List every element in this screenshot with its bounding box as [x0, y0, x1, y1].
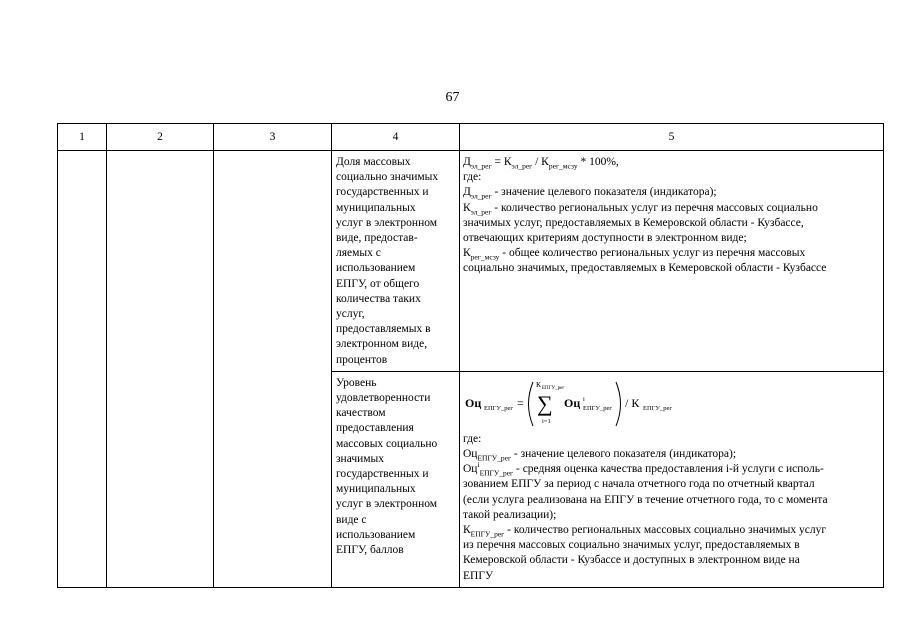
indicator-name-cell: [332, 371, 460, 587]
indicator-name: Уровень удовлетворенности качеством предоставления массовых социально значимых государственных и муниципальных услуг в электронном виде с использованием ЕПГУ, баллов: [336, 376, 438, 557]
definition: $Оц_{ЕПГУ\_рег}$ - значение целевого показателя (индикатора);: [463, 448, 737, 463]
definition: $Д_{эл\_рег}$ - значение целевого показателя (индикатора);: [463, 186, 717, 201]
page-number: 67: [445, 90, 460, 105]
header-col-3: 3: [214, 124, 332, 151]
method-cell: [460, 371, 884, 587]
indicator-name: Доля массовых социально значимых государственных и муниципальных услуг в электронном виде, предостав- ляемых с использованием ЕПГУ, от общего количества таких услуг, предоставляемых в электронном виде, процентов: [336, 156, 439, 366]
header-col-5: 5: [460, 124, 884, 151]
method-text: [460, 372, 883, 587]
sum-term-sup: i: [583, 395, 585, 403]
sum-bottom: i=1: [542, 417, 551, 425]
where-label: где:: [463, 171, 482, 184]
sum-formula-graphic: [463, 376, 723, 432]
formula-div: / К: [625, 395, 640, 410]
sum-term-sub: ЕПГУ_рег: [583, 404, 613, 412]
formula-eq: =: [517, 395, 524, 410]
indicators-table: [57, 123, 884, 588]
definition: $К_{ЕПГУ\_рег}$ - количество региональных массовых социально значимых услуг из перечня массовых социально значимых услуг, предоставляемых в Кемеровской области - Кузбассе и доступных в электронном виде на ЕПГУ: [463, 524, 827, 582]
definition: $К_{эл\_рег}$ - количество региональных услуг из перечня массовых социально значимых услуг, предоставляемых в Кемеровской области - Кузбассе, отвечающих критериям доступности в электронном виде;: [463, 201, 818, 245]
definition: $Оц^i_{ЕПГУ\_рег}$ - средняя оценка качества предоставления i-й услуги с исполь- зованием ЕПГУ за период с начала отчетного года по отчетный квартал (если услуга реализована на ЕПГУ в течение отчетного года, то с момента такой реализации);: [463, 460, 828, 521]
formula-div-sub: ЕПГУ_рег: [643, 404, 673, 412]
definition: $К_{рег\_мсзу}$ - общее количество региональных услуг из перечня массовых социально значимых, предоставляемых в Кемеровской области - Кузбассе: [463, 247, 827, 275]
cell-col-1: [58, 151, 107, 588]
method-cell: [460, 151, 884, 372]
sigma-icon: ∑: [537, 390, 553, 416]
method-text: [460, 151, 883, 280]
formula-line: $Д_{эл\_рег} = К_{эл\_рег} / К_{рег\_мсзу} * 100\%$,: [463, 156, 619, 171]
formula-oc: Оц: [465, 395, 482, 410]
sum-term: Оц: [564, 395, 581, 410]
indicator-name-cell: [332, 151, 460, 372]
where-label: где:: [463, 432, 482, 445]
sum-top-sub: ЕПГУ_рег: [542, 385, 565, 391]
right-paren: [616, 382, 621, 426]
cell-col-2: [107, 151, 214, 588]
header-col-1: 1: [58, 124, 107, 151]
sum-top: К: [536, 379, 542, 389]
header-col-4: 4: [332, 124, 460, 151]
left-paren: [529, 382, 534, 426]
sum-formula: [463, 376, 723, 432]
cell-col-3: [214, 151, 332, 588]
table-row: [58, 151, 884, 372]
header-col-2: 2: [107, 124, 214, 151]
formula-oc-sub: ЕПГУ_рег: [484, 404, 514, 412]
header-row: [58, 124, 884, 151]
